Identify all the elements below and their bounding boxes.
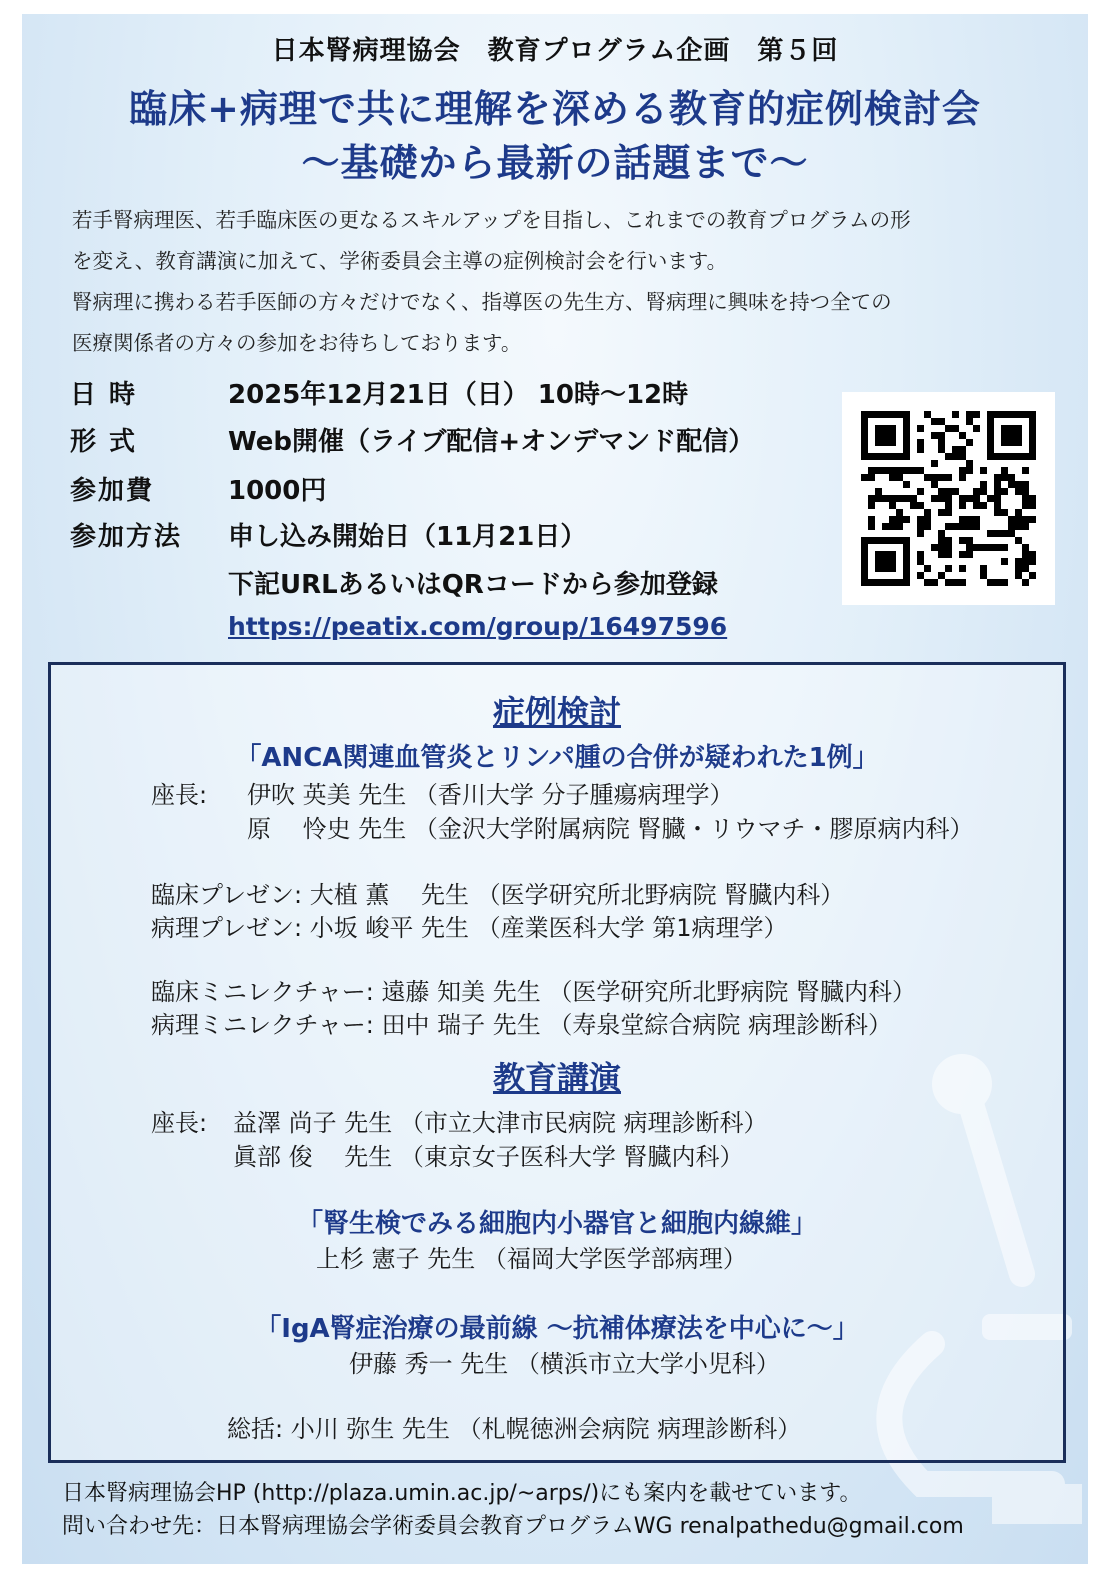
case-topic: 「ANCA関連血管炎とリンパ腫の合併が疑われた1例」 [235, 743, 879, 773]
qr-code-icon [842, 392, 1055, 605]
intro-line: を変え、教育講演に加えて、学術委員会主導の症例検討会を行います。 [72, 249, 728, 273]
lecture-speaker-2: 伊藤 秀一 先生 （横浜市立大学小児科） [349, 1350, 780, 1378]
summary-line: 総括: 小川 弥生 先生 （札幌徳洲会病院 病理診断科） [227, 1415, 802, 1443]
registration-link[interactable]: https://peatix.com/group/16497596 [228, 612, 728, 641]
qr-code[interactable] [842, 392, 1055, 605]
lecture-chair-2: 眞部 俊 先生 （東京女子医科大学 腎臓内科） [233, 1143, 744, 1171]
method-value: 申し込み開始日（11月21日） [228, 522, 587, 552]
intro-line: 腎病理に携わる若手医師の方々だけでなく、指導医の先生方、腎病理に興味を持つ全ての [72, 290, 892, 314]
flyer-page [22, 14, 1088, 1564]
lecture-topic-2: 「IgA腎症治療の最前線 ～抗補体療法を中心に～」 [255, 1314, 859, 1344]
lecture-chair-label: 座長: [151, 1109, 208, 1137]
intro-paragraph [72, 200, 911, 364]
footer-website: 日本腎病理協会HP (http://plaza.umin.ac.jp/~arps/)にも案内を載せています。 [62, 1481, 862, 1506]
fee-value: 1000円 [228, 476, 327, 506]
organization-heading: 日本腎病理協会 教育プログラム企画 第５回 [271, 36, 839, 66]
case-chair-2: 原 怜史 先生 （金沢大学附属病院 腎臓・リウマチ・膠原病内科） [247, 815, 974, 843]
event-subtitle: ～基礎から最新の話題まで～ [301, 141, 809, 185]
lecture-speaker-1: 上杉 憲子 先生 （福岡大学医学部病理） [316, 1245, 747, 1273]
lecture-heading: 教育講演 [492, 1059, 621, 1097]
pathology-mini-lecture: 病理ミニレクチャー: 田中 瑞子 先生 （寿泉堂綜合病院 病理診断科） [151, 1011, 893, 1039]
clinical-presenter: 臨床プレゼン: 大植 薫 先生 （医学研究所北野病院 腎臓内科） [151, 881, 845, 909]
footer-contact: 問い合わせ先：日本腎病理協会学術委員会教育プログラムWG renalpathedu@gmail.com [62, 1514, 964, 1539]
intro-line: 若手腎病理医、若手臨床医の更なるスキルアップを目指し、これまでの教育プログラムの形 [72, 208, 911, 232]
date-value: 2025年12月21日（日） 10時～12時 [228, 380, 689, 410]
format-value: Web開催（ライブ配信+オンデマンド配信） [228, 427, 755, 457]
date-label: 日 時 [70, 380, 138, 410]
format-label: 形 式 [70, 427, 138, 457]
pathology-presenter: 病理プレゼン: 小坂 峻平 先生 （産業医科大学 第1病理学） [151, 914, 788, 942]
case-chair-1: 伊吹 英美 先生 （香川大学 分子腫瘍病理学） [247, 781, 734, 809]
chair-label: 座長: [151, 781, 208, 809]
lecture-topic-1: 「腎生検でみる細胞内小器官と細胞内線維」 [296, 1209, 817, 1239]
method-label: 参加方法 [70, 522, 183, 552]
lecture-chair-1: 益澤 尚子 先生 （市立大津市民病院 病理診断科） [233, 1109, 768, 1137]
program-box [48, 662, 1066, 1463]
fee-label: 参加費 [70, 476, 155, 506]
event-title: 臨床+病理で共に理解を深める教育的症例検討会 [129, 87, 981, 131]
case-heading: 症例検討 [492, 693, 621, 731]
intro-line: 医療関係者の方々の参加をお待ちしております。 [72, 331, 522, 355]
clinical-mini-lecture: 臨床ミニレクチャー: 遠藤 知美 先生 （医学研究所北野病院 腎臓内科） [151, 978, 917, 1006]
method-instructions: 下記URLあるいはQRコードから参加登録 [228, 570, 718, 600]
